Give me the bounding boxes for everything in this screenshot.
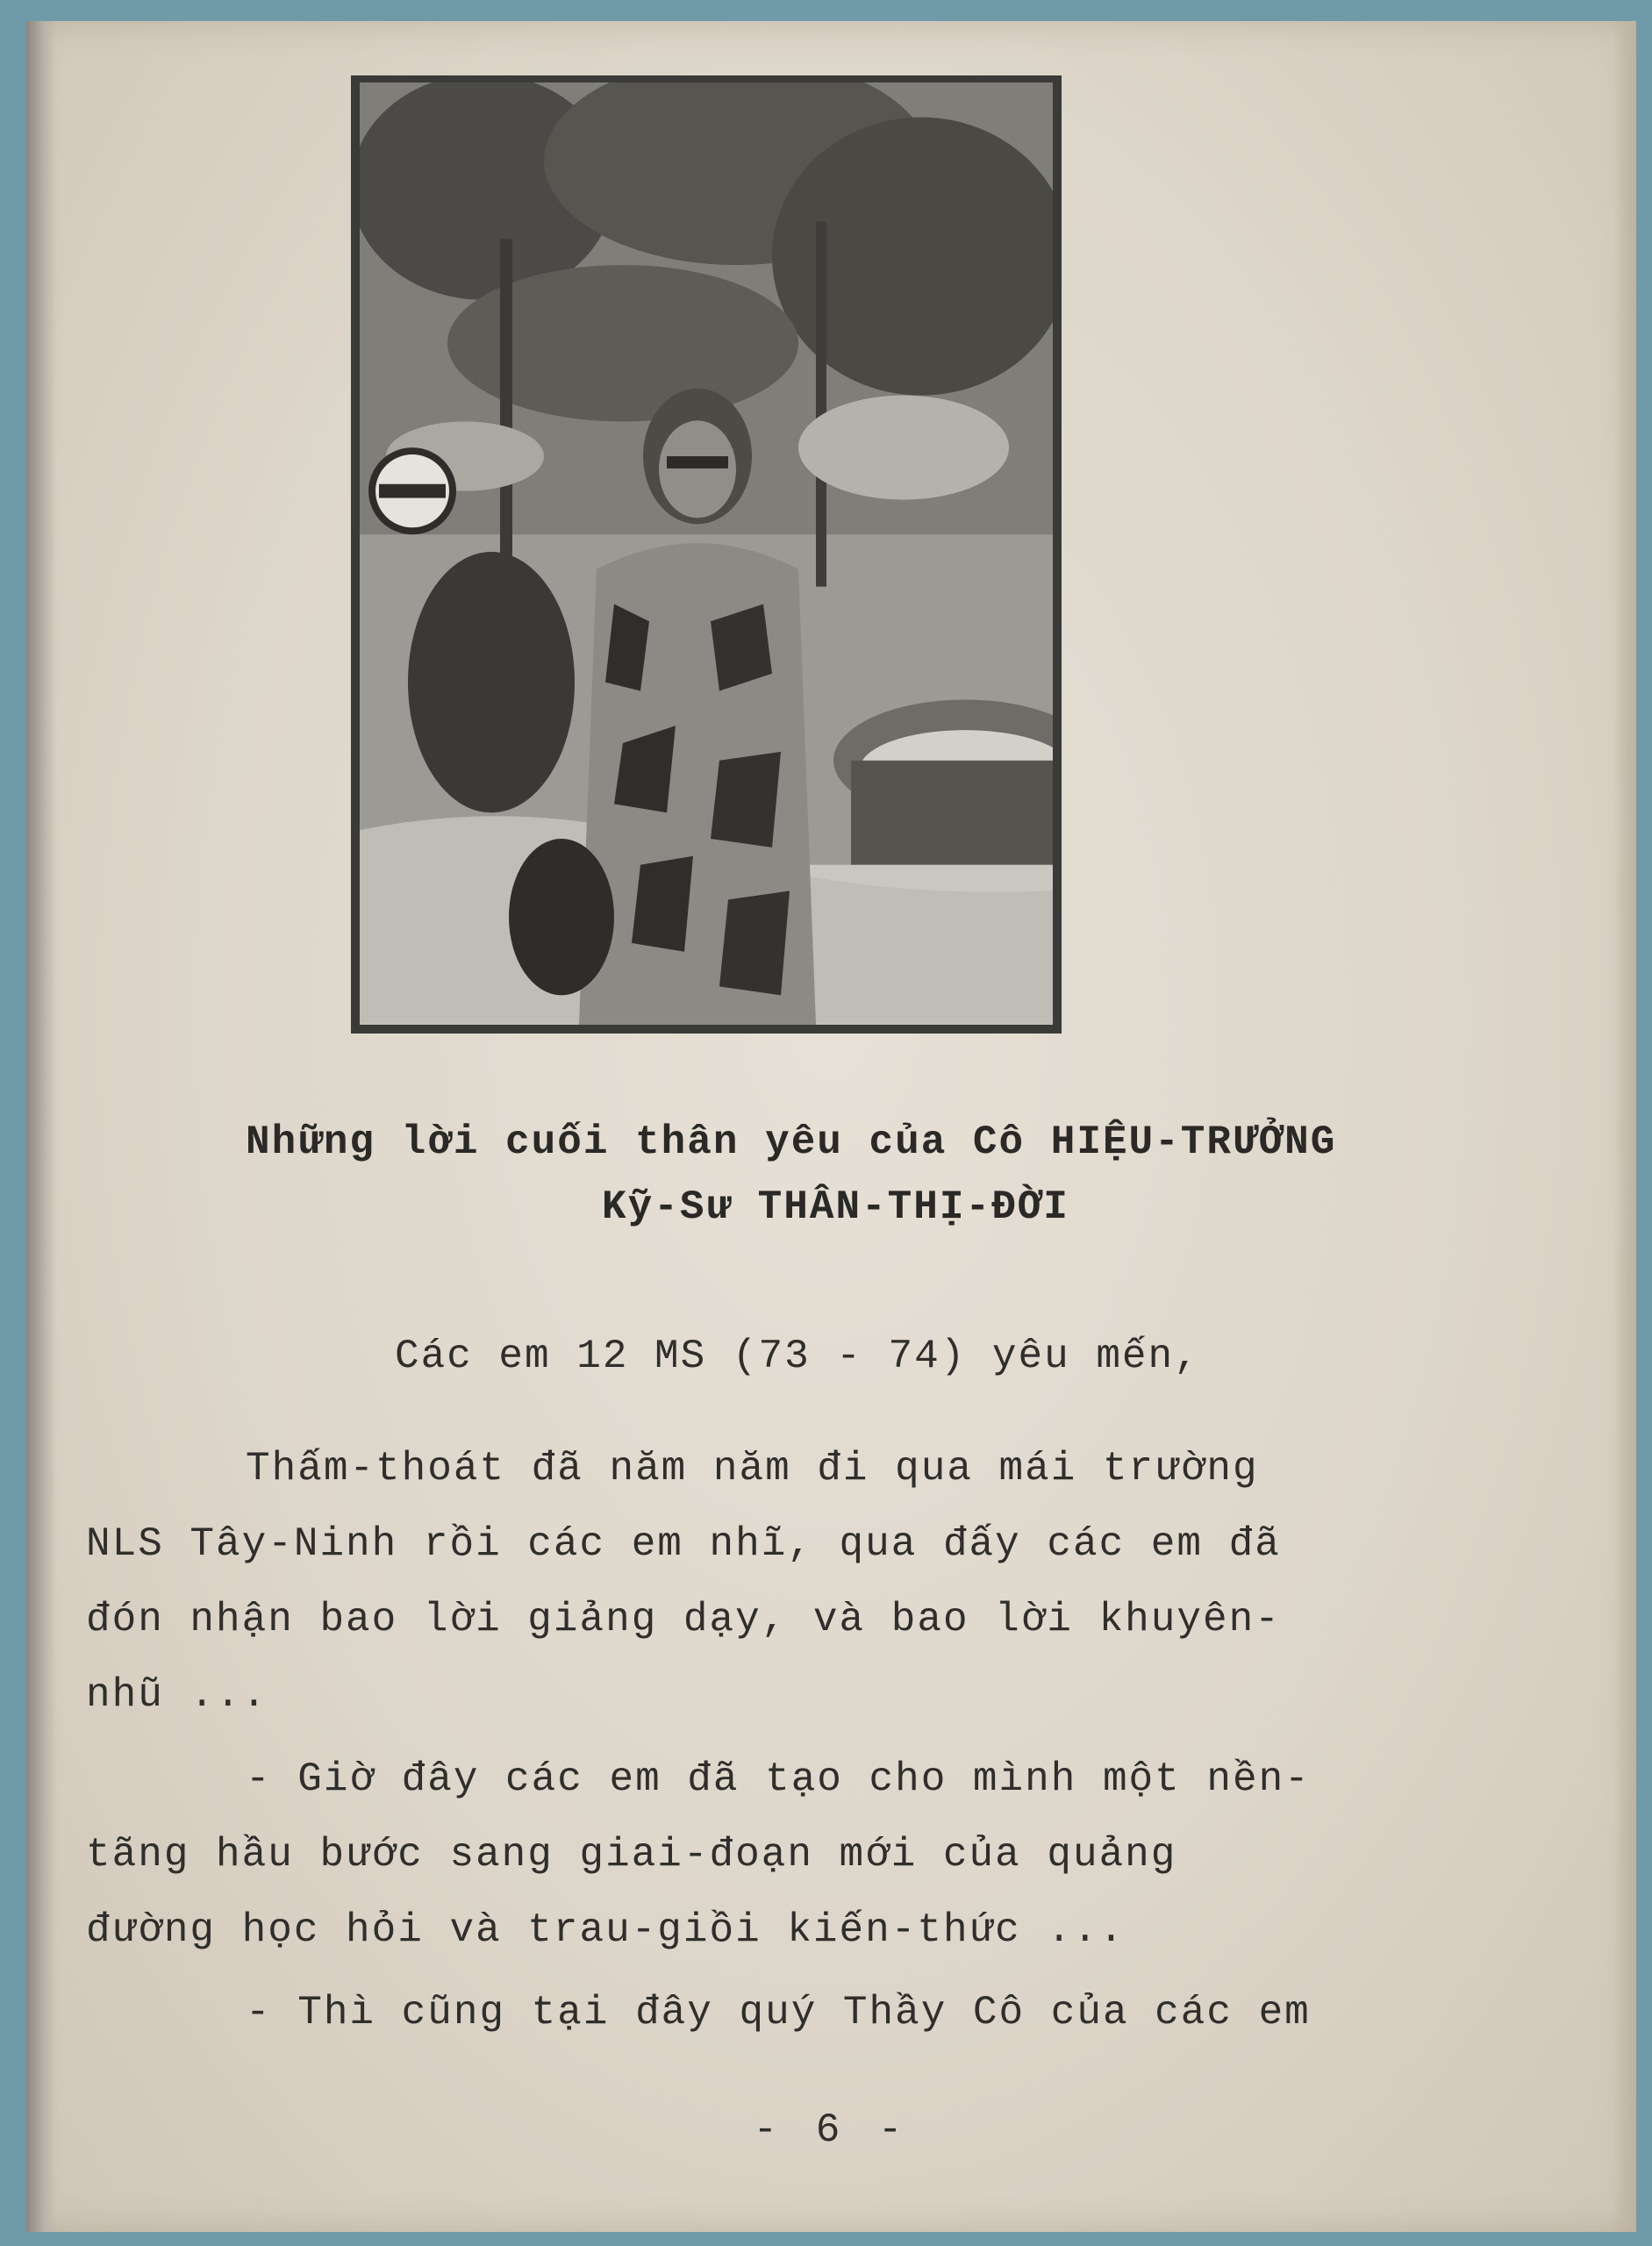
heading-line-2: Kỹ-Sư THÂN-THỊ-ĐỜI xyxy=(602,1184,1069,1230)
document-page xyxy=(26,21,1636,2232)
portrait-photo xyxy=(351,75,1062,1034)
paragraph-line: NLS Tây-Ninh rồi các em nhĩ, qua đấy các em đã xyxy=(86,1521,1281,1567)
page-edge xyxy=(1613,21,1636,2232)
page-number: - 6 - xyxy=(753,2107,910,2153)
heading-line-1: Những lời cuối thân yêu của Cô HIỆU-TRƯỞNG xyxy=(246,1119,1337,1165)
paragraph-line: nhũ ... xyxy=(86,1672,268,1718)
greeting: Các em 12 MS (73 - 74) yêu mến, xyxy=(395,1334,1200,1379)
paragraph-line: đường học hỏi và trau-giồi kiến-thức ... xyxy=(86,1907,1126,1953)
paragraph-line: Thấm-thoát đã năm năm đi qua mái trường xyxy=(246,1446,1259,1491)
photo-image xyxy=(360,82,1053,1025)
paragraph-line: - Thì cũng tại đây quý Thầy Cô của các em xyxy=(246,1990,1311,2035)
paragraph-line: - Giờ đây các em đã tạo cho mình một nền- xyxy=(246,1756,1311,1802)
book-spine xyxy=(26,21,56,2232)
paragraph-line: đón nhận bao lời giảng dạy, và bao lời khuyên- xyxy=(86,1597,1281,1642)
paragraph-line: tãng hầu bước sang giai-đoạn mới của quảng xyxy=(86,1832,1177,1878)
